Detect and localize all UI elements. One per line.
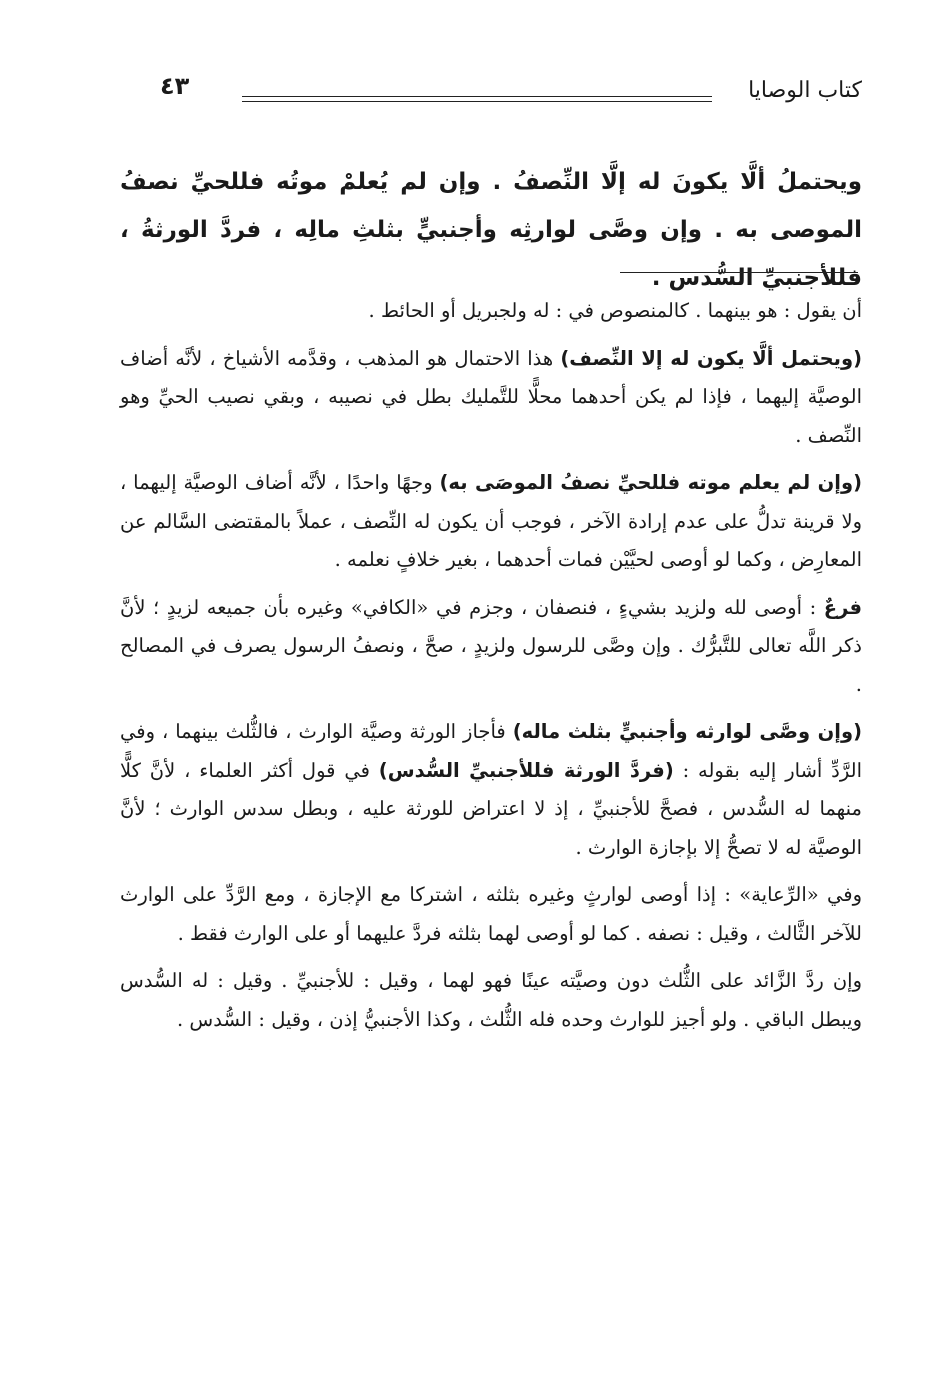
lemma-2: (فردَّ الورثة فللأجنبيِّ السُّدس) [378, 758, 674, 782]
commentary-paragraph-2 [120, 340, 862, 456]
paragraph-text: هذا الاحتمال هو المذهب ، وقدَّمه الأشياخ ، لأنَّه أضاف الوصيَّة إليهما ، فإذا لم يكن أحدهما محلًّا للتَّمليك بطل في نصيبه ، وبقي نصيب الحيِّ وهو النِّصف . [120, 346, 862, 447]
paragraph-text: وجهًا واحدًا ، لأنَّه أضاف الوصيَّة إليهما ، ولا قرينة تدلُّ على عدم إرادة الآخر ، فوجب أن يكون له النِّصف ، عملاً بالمقتضى السَّالم عن المعارِض ، وكما لو أوصى لحيَّيْن فمات أحدهما ، بغير خلافٍ نعلمه . [120, 471, 862, 571]
commentary-paragraph-6: وفي «الرِّعاية» : إذا أوصى لوارثٍ وغيره بثلثه ، اشتركا مع الإجازة ، ومع الرَّدِّ على الوارث للآخر الثَّالث ، وقيل : نصفه . كما لو أوصى لهما بثلثه فردَّ عليهما أو على الوارث فقط . [120, 883, 862, 945]
commentary-paragraph-5 [120, 713, 862, 867]
lemma: فرعٌ [823, 595, 862, 619]
lemma: (وإن وصَّى لوارثه وأجنبيٍّ بثلث ماله) [512, 720, 862, 743]
commentary [120, 292, 862, 1048]
commentary-paragraph-4 [120, 589, 862, 705]
commentary-paragraph-7: وإن ردَّ الزَّائد على الثُّلث دون وصيَّته عينًا فهو لهما ، وقيل : للأجنبيِّ . وقيل : له السُّدس ويبطل الباقي . ولو أجيز للوارث وحده فله الثُّلث ، وكذا الأجنبيُّ إذن ، وقيل : السُّدس . [120, 969, 862, 1031]
lemma: (ويحتمل ألَّا يكون له إلا النِّصف) [560, 346, 862, 370]
separator-rule [620, 272, 858, 273]
commentary-paragraph-1: أن يقول : هو بينهما . كالمنصوص في : له ولجبريل أو الحائط . [368, 299, 862, 322]
page-number: ٤٣ [160, 72, 190, 100]
header-double-rule [242, 96, 712, 102]
lemma: (وإن لم يعلم موته فللحيِّ نصفُ الموصَى به) [439, 471, 862, 494]
page-header [160, 72, 862, 116]
running-title: كتاب الوصايا [748, 78, 862, 103]
paragraph-text-2: في قول أكثر العلماء ، لأنَّ كلًّا منهما له السُّدس ، فصحَّ للأجنبيِّ ، إذ لا اعتراض للورثة عليه ، وبطل سدس الوارث ؛ لأنَّ الوصيَّة له لا تصحُّ إلا بإجازة الوارث . [120, 758, 862, 859]
main-text: ويحتملُ ألَّا يكونَ له إلَّا النِّصفُ . وإن لم يُعلمْ موتُه فللحيِّ نصفُ الموصى به . وإن وصَّى لوارثِه وأجنبيٍّ بثلثِ مالِه ، فردَّ الورثةُ ، فللأجنبيِّ السُّدس . [120, 169, 862, 291]
paragraph-text: فأجاز الورثة وصيَّة الوارث ، فالثُّلث بينهما ، وفي الرَّدِّ أشار إليه بقوله : [120, 720, 862, 782]
paragraph-text: : أوصى لله ولزيد بشيءٍ ، فنصفان ، وجزم في «الكافي» وغيره بأن جميعه لزيدٍ ؛ لأنَّ ذكر اللَّه تعالى للتَّبرُّك . وإن وصَّى للرسول ولزيدٍ ، صحَّ ، ونصفُ الرسول يصرف في المصالح . [120, 595, 862, 696]
commentary-paragraph-3 [120, 464, 862, 580]
